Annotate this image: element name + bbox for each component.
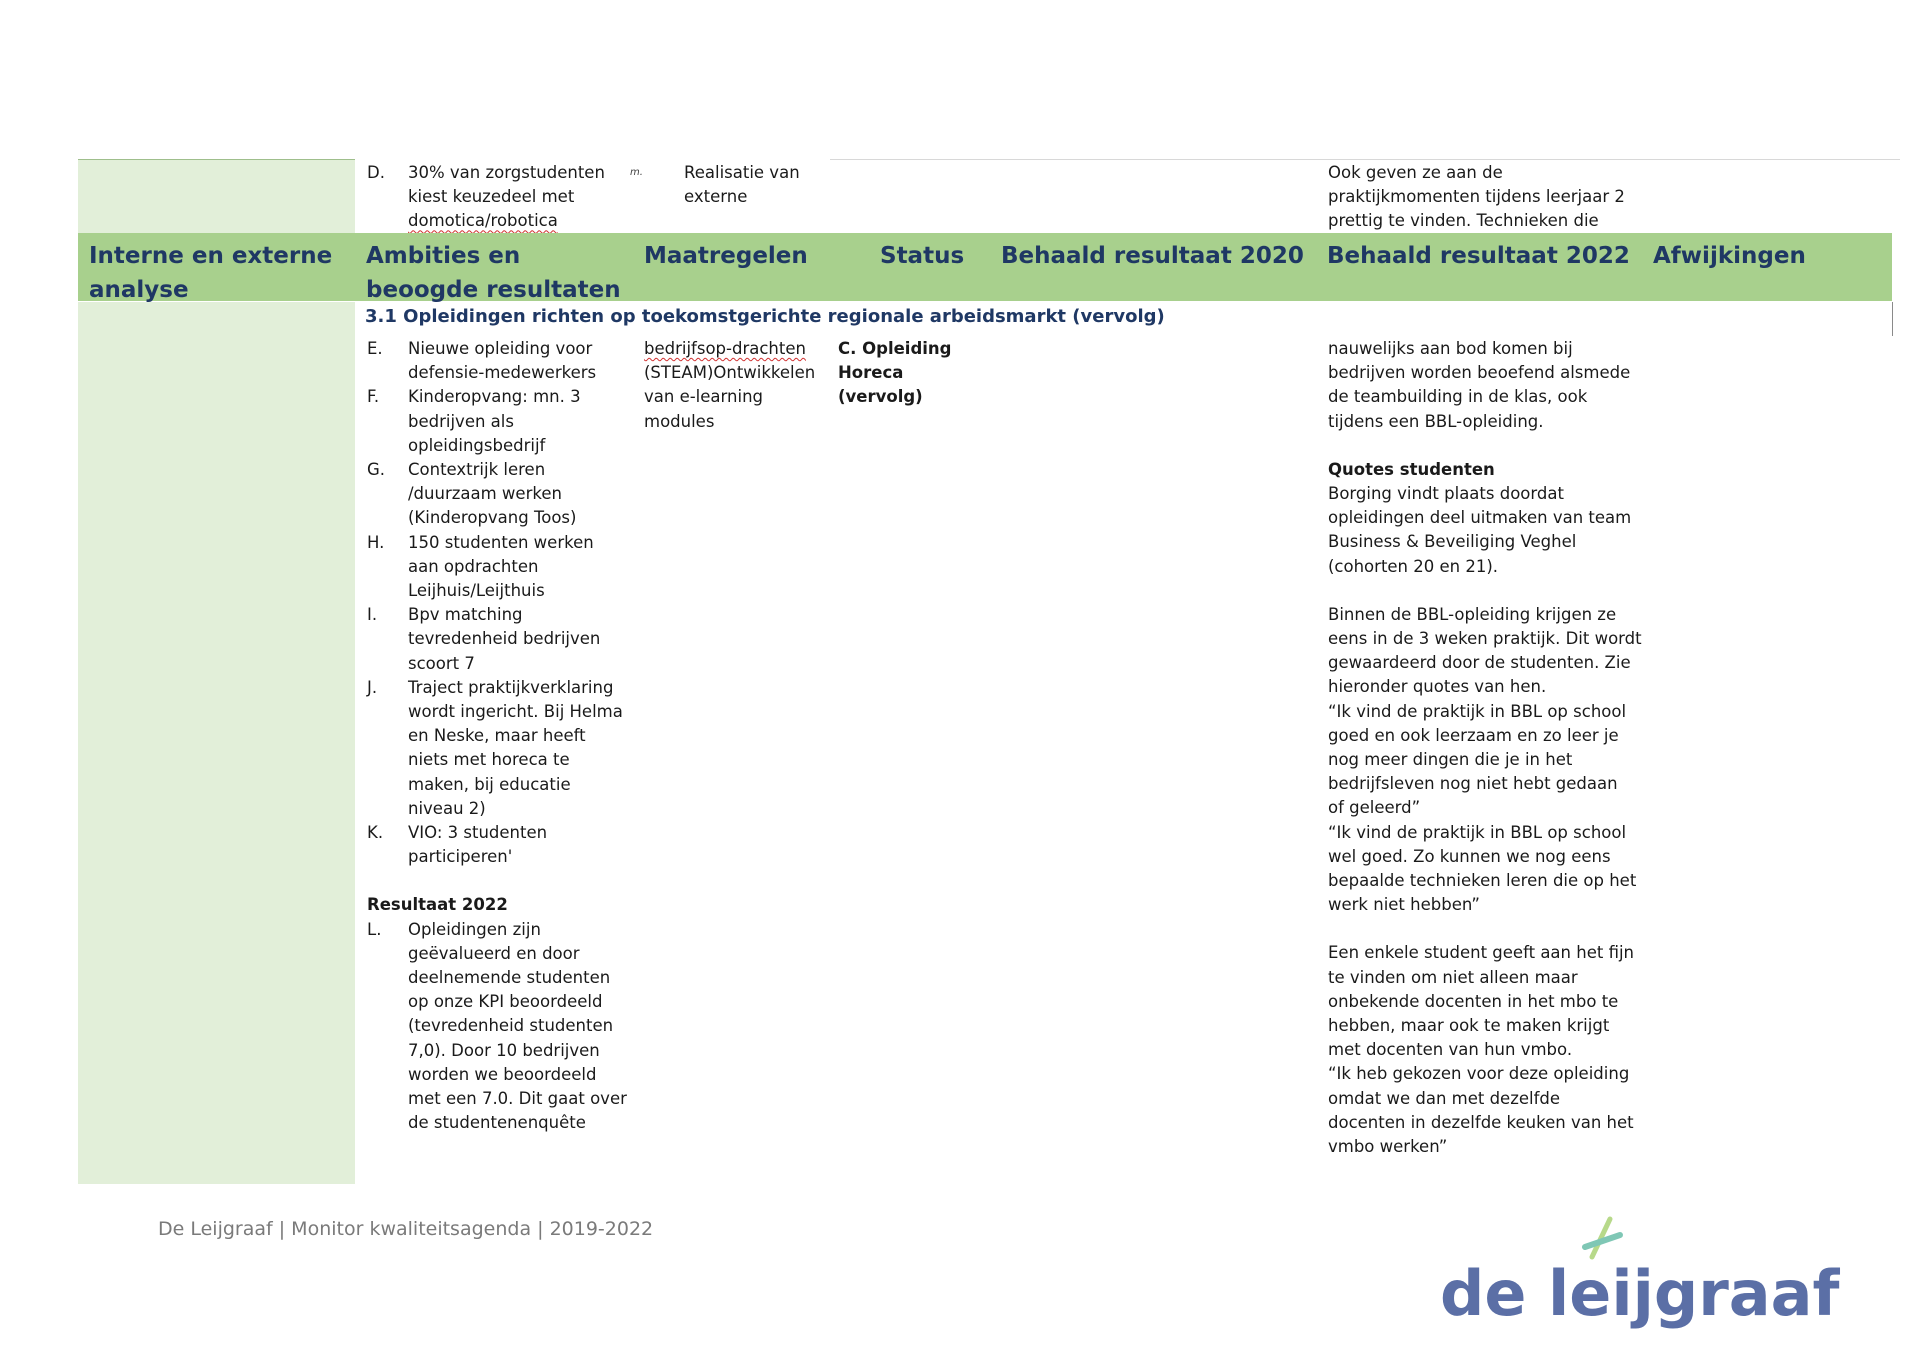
header-status: Status [880, 243, 965, 269]
text-line: modules [644, 411, 715, 431]
list-letter: H. [367, 532, 385, 552]
list-item [367, 385, 627, 458]
ambities-column [367, 337, 627, 1136]
text-line: omdat we dan met dezelfde [1328, 1088, 1561, 1108]
list-letter: J. [367, 677, 378, 697]
text-line: prettig te vinden. Technieken die [1328, 211, 1599, 231]
text-line: “Ik vind de praktijk in BBL op school [1328, 822, 1627, 842]
text-line: domotica/robotica [408, 211, 558, 231]
text-line: “Ik heb gekozen voor deze opleiding [1328, 1064, 1630, 1084]
text-line: externe [684, 187, 748, 207]
list-text: Bpv matching tevredenheid bedrijven scoort 7 [408, 605, 601, 673]
header-maatregelen: Maatregelen [644, 243, 808, 269]
header-resultaat-2020: Behaald resultaat 2020 [1001, 243, 1304, 269]
text-line: Ook geven ze aan de [1328, 163, 1503, 182]
text-line: eens in de 3 weken praktijk. Dit wordt [1328, 629, 1642, 649]
text-line: “Ik vind de praktijk in BBL op school [1328, 701, 1627, 721]
text-line: nauwelijks aan bod komen bij [1328, 339, 1573, 358]
leijgraaf-logo-mark [1440, 1215, 1840, 1335]
text-line: Business & Beveiliging Veghel [1328, 532, 1577, 552]
list-text: Nieuwe opleiding voor defensie-medewerkers [408, 339, 597, 383]
text-line: of geleerd” [1328, 798, 1421, 818]
text-line: docenten in dezelfde keuken van het [1328, 1112, 1634, 1132]
list-text: VIO: 3 studenten participeren' [408, 823, 548, 867]
list-item [367, 918, 627, 1136]
text-line: werk niet hebben” [1328, 895, 1480, 915]
top-maatregel-text [684, 161, 834, 209]
text-line: bedrijven worden beoefend alsmede [1328, 363, 1631, 383]
text-line: (STEAM)Ontwikkelen [644, 363, 816, 383]
table-header [78, 233, 1892, 301]
logo-wordmark: de leijgraaf [1440, 1257, 1840, 1330]
list-letter: I. [367, 605, 378, 625]
text-line: (vervolg) [838, 387, 923, 407]
list-letter: D. [367, 163, 385, 182]
list-letter: F. [367, 387, 380, 407]
text-line: met docenten van hun vmbo. [1328, 1040, 1573, 1060]
text-line: (cohorten 20 en 21). [1328, 556, 1499, 576]
header-resultaat-2022: Behaald resultaat 2022 [1327, 243, 1630, 269]
list-item [367, 458, 627, 531]
list-item [367, 676, 627, 821]
text-line: wel goed. Zo kunnen we nog eens [1328, 846, 1611, 866]
status-column [838, 337, 968, 410]
top-rule-right [830, 159, 1900, 160]
analysis-column-top [78, 160, 355, 233]
text-line: Horeca [838, 363, 904, 383]
section-row [355, 302, 1893, 336]
text-line: praktijkmomenten tijdens leerjaar 2 [1328, 187, 1625, 207]
text-line: goed en ook leerzaam en zo leer je [1328, 725, 1619, 745]
text-line: van e-learning [644, 387, 763, 407]
quotes-heading: Quotes studenten [1328, 459, 1495, 479]
top-rule-left [78, 159, 355, 160]
list-item [367, 821, 627, 869]
header-afwijkingen: Afwijkingen [1653, 243, 1806, 269]
list-text: Traject praktijkverklaring wordt ingericht. Bij Helma en Neske, maar heeft niets met horeca te maken, bij educatie niveau 2) [408, 677, 623, 818]
top-ambitie-item [367, 161, 627, 229]
text-line: 30% van zorgstudenten [408, 163, 605, 182]
text-line: de teambuilding in de klas, ook [1328, 387, 1588, 407]
list-text: Contextrijk leren /duurzaam werken (Kinderopvang Toos) [408, 460, 577, 528]
list-text: Opleidingen zijn geëvalueerd en door deelnemende studenten op onze KPI beoordeeld (tevredenheid studenten 7,0). Door 10 bedrijven worden we beoordeeld met een 7.0. Dit gaat over de studentenenquête [408, 919, 627, 1133]
text-line: Binnen de BBL-opleiding krijgen ze [1328, 604, 1617, 624]
text-line: bedrijfsleven nog niet hebt gedaan [1328, 774, 1618, 794]
text-line: onbekende docenten in het mbo te [1328, 991, 1619, 1011]
text-line: hebben, maar ook te maken krijgt [1328, 1016, 1610, 1036]
header-ambities: Ambities en beoogde resultaten [366, 243, 621, 303]
list-letter: G. [367, 460, 386, 480]
text-line: Realisatie van [684, 163, 800, 182]
analysis-column-body [78, 302, 355, 1184]
maatregelen-column [644, 337, 824, 434]
page-footer: De Leijgraaf | Monitor kwaliteitsagenda | 2019-2022 [158, 1218, 654, 1240]
list-letter: L. [367, 919, 382, 939]
text-line: kiest keuzedeel met [408, 187, 575, 207]
list-item [367, 337, 627, 385]
text-line: Een enkele student geeft aan het fijn [1328, 943, 1634, 963]
list-text: Kinderopvang: mn. 3 bedrijven als opleidingsbedrijf [408, 387, 581, 455]
text-line: gewaardeerd door de studenten. Zie [1328, 653, 1631, 673]
section-title: 3.1 Opleidingen richten op toekomstgerichte regionale arbeidsmarkt (vervolg) [365, 306, 1165, 327]
text-line: vmbo werken” [1328, 1137, 1448, 1157]
maatregel-marker: m. [630, 167, 643, 178]
list-letter: E. [367, 339, 383, 358]
text-line: bepaalde technieken leren die op het [1328, 871, 1637, 891]
header-analyse: Interne en externe analyse [89, 243, 333, 303]
list-item [367, 531, 627, 604]
text-line: tijdens een BBL-opleiding. [1328, 411, 1544, 431]
resultaat-heading: Resultaat 2022 [367, 895, 508, 915]
list-text: 150 studenten werken aan opdrachten Leijhuis/Leijthuis [408, 532, 594, 601]
list-item [367, 603, 627, 676]
top-result-text [1328, 161, 1648, 233]
text-line: nog meer dingen die je in het [1328, 750, 1573, 770]
text-line: hieronder quotes van hen. [1328, 677, 1547, 697]
text-line: bedrijfsop-drachten [644, 339, 806, 358]
leijgraaf-logo [1440, 1215, 1840, 1335]
resultaat-2022-column [1328, 337, 1648, 1159]
text-line: Borging vindt plaats doordat [1328, 484, 1564, 504]
text-line: C. Opleiding [838, 339, 952, 358]
text-line: te vinden om niet alleen maar [1328, 967, 1578, 987]
text-line: opleidingen deel uitmaken van team [1328, 508, 1632, 528]
list-letter: K. [367, 823, 384, 843]
